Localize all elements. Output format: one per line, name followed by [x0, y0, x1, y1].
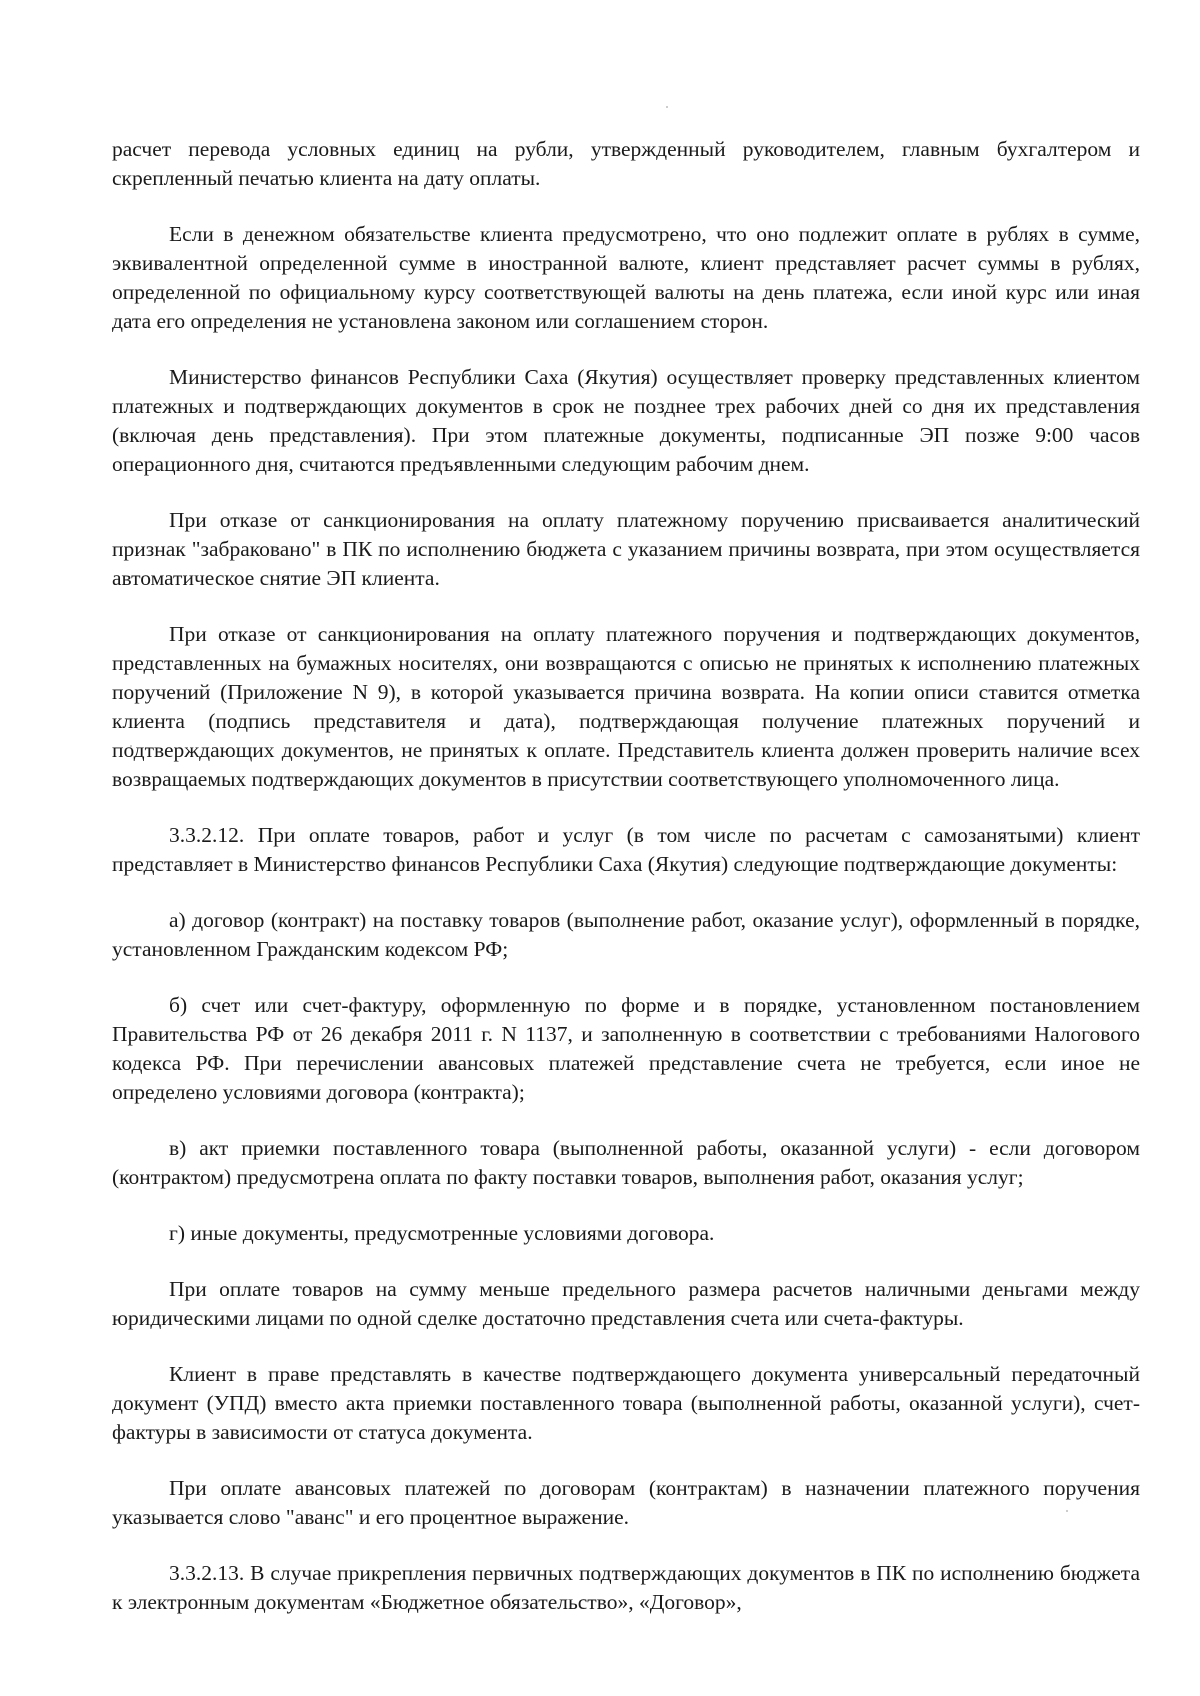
paragraph-3-3-2-13: 3.3.2.13. В случае прикрепления первичных подтверждающих документов в ПК по исполнению бюджета к электронным документам «Бюджетное обязательство», «Договор», [112, 1561, 1140, 1614]
list-item-b-invoice: б) счет или счет-фактуру, оформленную по форме и в порядке, установленном постановлением Правительства РФ от 26 декабря 2011 г. N 1137, и заполненную в соответствии с требованиями Налогового кодекса РФ. При перечислении авансовых платежей представление счета не требуется, если иное не определено условиями договора (контракта); [112, 993, 1140, 1104]
paragraph-rejection-paper: При отказе от санкционирования на оплату платежного поручения и подтверждающих документов, представленных на бумажных носителях, они возвращаются с описью не принятых к исполнению платежных поручений (Приложение N 9), в которой указывается причина возврата. На копии описи ставится отметка клиента (подпись представителя и дата), подтверждающая получение платежных поручений и подтверждающих документов, не принятых к оплате. Представитель клиента должен проверить наличие всех возвращаемых подтверждающих документов в присутствии соответствующего уполномоченного лица. [112, 622, 1140, 791]
paragraph-3-3-2-12: 3.3.2.12. При оплате товаров, работ и услуг (в том числе по расчетам с самозанятыми) клиент представляет в Министерство финансов Республики Саха (Якутия) следующие подтверждающие документы: [112, 823, 1140, 876]
scan-speck [666, 106, 668, 108]
document-body [112, 135, 1140, 1617]
paragraph-cash-limit: При оплате товаров на сумму меньше предельного размера расчетов наличными деньгами между юридическими лицами по одной сделке достаточно представления счета или счета-фактуры. [112, 1277, 1140, 1330]
paragraph-continuation: расчет перевода условных единиц на рубли, утвержденный руководителем, главным бухгалтером и скрепленный печатью клиента на дату оплаты. [112, 137, 1140, 190]
paragraph-advance-payment: При оплате авансовых платежей по договорам (контрактам) в назначении платежного поручения указывается слово "аванс" и его процентное выражение. [112, 1476, 1140, 1529]
list-item-a-contract: а) договор (контракт) на поставку товаров (выполнение работ, оказание услуг), оформленный в порядке, установленном Гражданским кодексом РФ; [112, 908, 1140, 961]
list-item-v-acceptance-act: в) акт приемки поставленного товара (выполненной работы, оказанной услуги) - если договором (контрактом) предусмотрена оплата по факту поставки товаров, выполнения работ, оказания услуг; [112, 1136, 1140, 1189]
paragraph-rejection-electronic: При отказе от санкционирования на оплату платежному поручению присваивается аналитический признак "забраковано" в ПК по исполнению бюджета с указанием причины возврата, при этом осуществляется автоматическое снятие ЭП клиента. [112, 508, 1140, 590]
paragraph-upd: Клиент в праве представлять в качестве подтверждающего документа универсальный передаточный документ (УПД) вместо акта приемки поставленного товара (выполненной работы, оказанной услуги), счет-фактуры в зависимости от статуса документа. [112, 1362, 1140, 1444]
paragraph-currency-equivalent: Если в денежном обязательстве клиента предусмотрено, что оно подлежит оплате в рублях в сумме, эквивалентной определенной сумме в иностранной валюте, клиент представляет расчет суммы в рублях, определенной по официальному курсу соответствующей валюты на день платежа, если иной курс или иная дата его определения не установлена законом или соглашением сторон. [112, 222, 1140, 333]
paragraph-ministry-check: Министерство финансов Республики Саха (Якутия) осуществляет проверку представленных клиентом платежных и подтверждающих документов в срок не позднее трех рабочих дней со дня их представления (включая день представления). При этом платежные документы, подписанные ЭП позже 9:00 часов операционного дня, считаются предъявленными следующим рабочим днем. [112, 365, 1140, 476]
list-item-g-other-documents: г) иные документы, предусмотренные условиями договора. [169, 1221, 715, 1245]
